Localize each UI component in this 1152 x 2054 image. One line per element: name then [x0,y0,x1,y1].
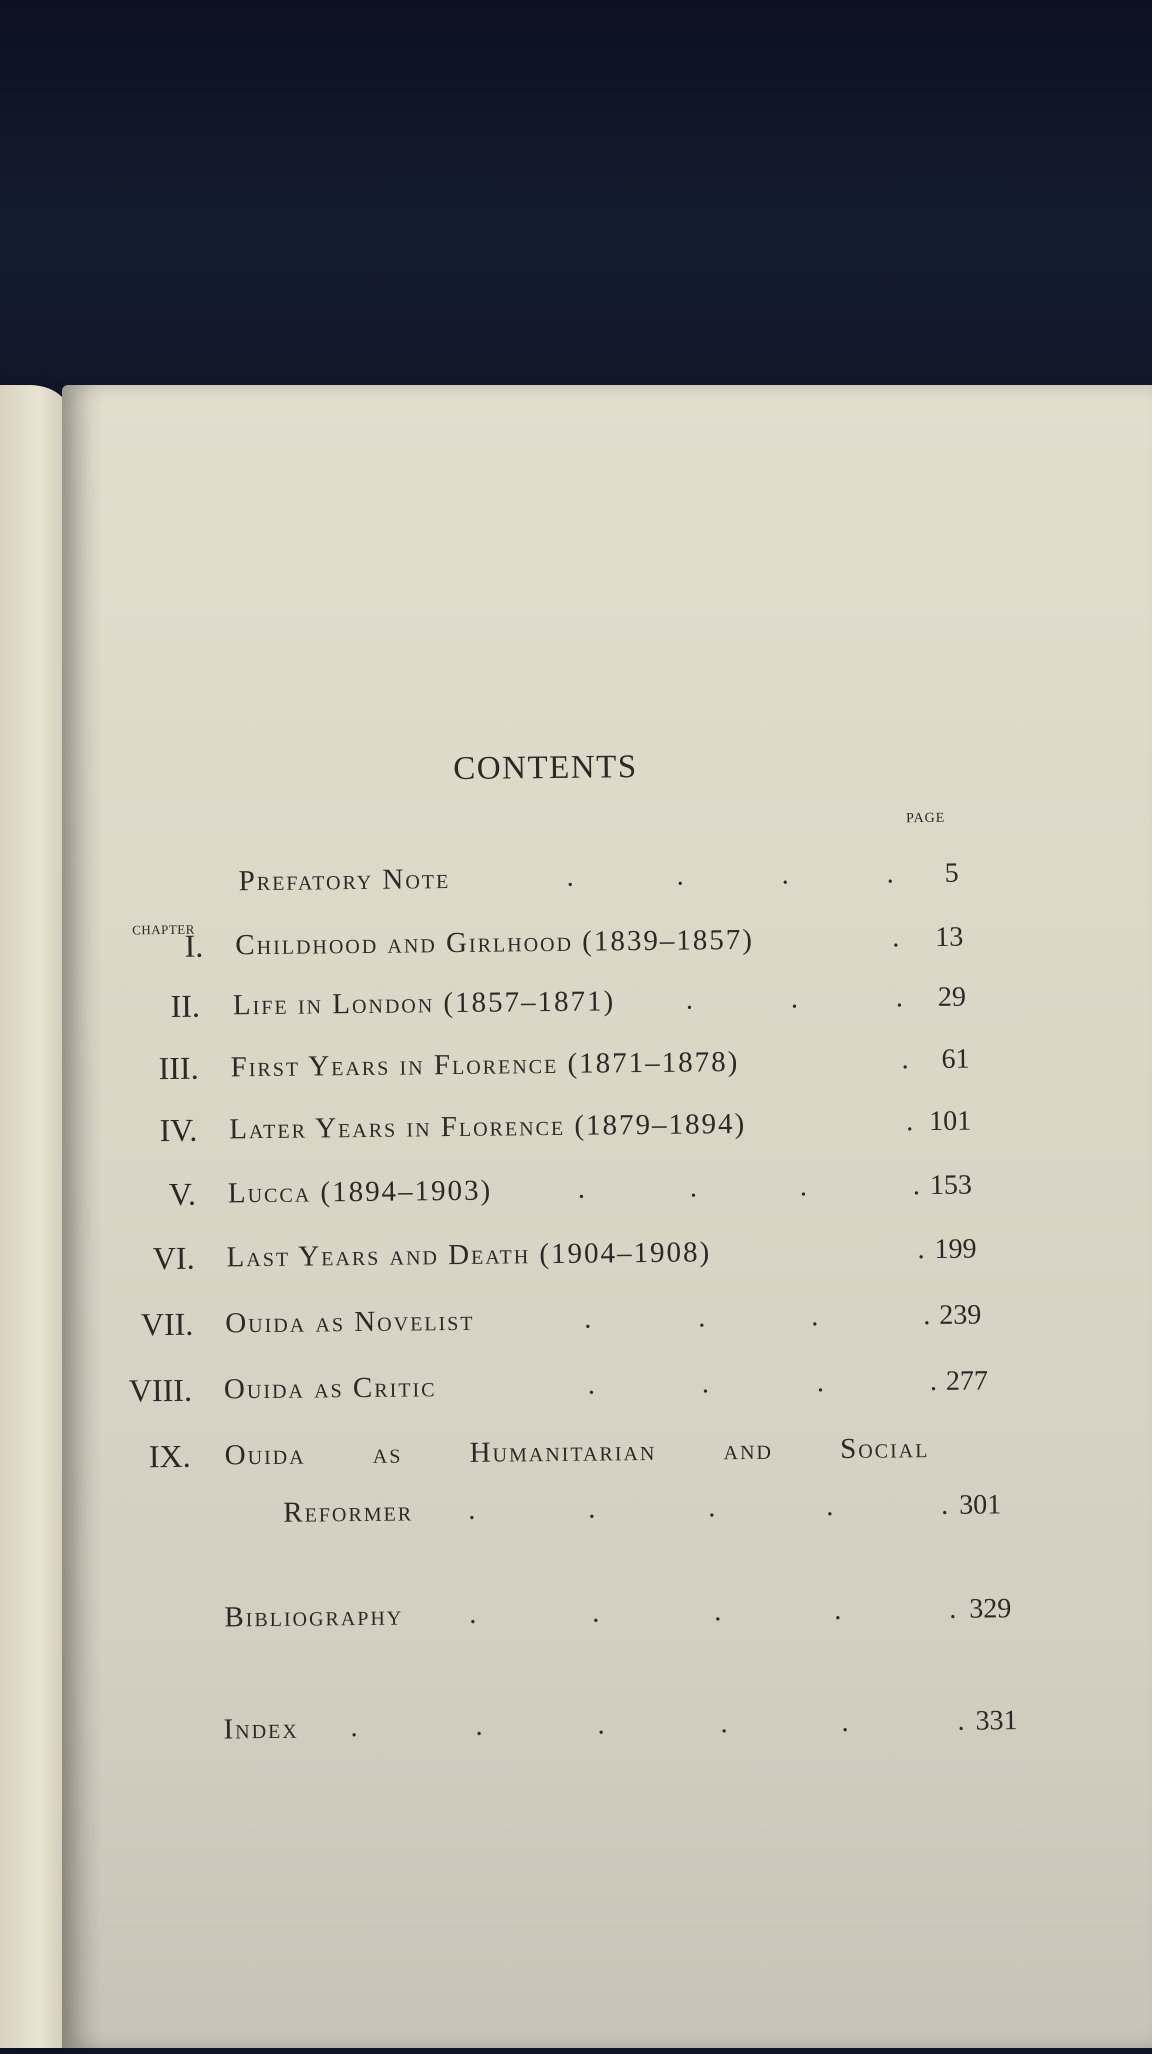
leader-dot: . [895,982,904,1014]
entry-title: Bibliography [224,1599,404,1634]
entry-title: Index [223,1712,299,1746]
entry-page: 13 [935,921,964,953]
toc-entry [2,1426,1152,1478]
entry-title: Last Years and Death (1904–1908) [226,1236,712,1274]
entry-page: 5 [944,857,959,889]
entry-title: Ouida as Novelist [225,1304,475,1340]
leader-dot: . [685,984,694,1016]
leader-dot: . [834,1594,842,1627]
leader-dot: . [811,1301,819,1333]
entry-title: Prefatory Note [238,863,451,898]
entry-page: 239 [939,1299,982,1331]
entry-page: 331 [975,1705,1018,1737]
leader-dot: . [886,858,894,890]
leader-dot: . [901,1044,909,1076]
entry-title: Life in London (1857–1871) [232,985,616,1022]
toc-entry [0,976,1150,1028]
leader-dot: . [841,1706,849,1738]
leader-dot: . [923,1300,931,1332]
leader-dot: . [701,1368,710,1400]
entry-page: 329 [969,1593,1012,1625]
entry-title: Later Years in Florence (1879–1894) [229,1107,747,1146]
leader-dot: . [689,1172,698,1204]
leader-dot: . [698,1302,706,1334]
toc-entry [0,1038,1151,1090]
leader-dot: . [941,1489,949,1521]
leader-dot: . [708,1492,716,1524]
leader-dot: . [577,1173,586,1205]
entry-title: Ouida as Humanitarian and Social [224,1432,930,1472]
entry-page: 199 [934,1233,977,1265]
leader-dot: . [720,1708,728,1740]
entry-page: 61 [941,1043,970,1075]
chapter-column-label: CHAPTER [132,921,195,938]
entry-title: First Years in Florence (1871–1878) [230,1046,740,1084]
chapter-numeral: VI. [152,1239,195,1277]
leader-dot: . [587,1369,596,1401]
leader-dot: . [917,1234,925,1266]
chapter-numeral: IV. [159,1111,198,1149]
leader-dot: . [676,860,684,892]
entry-page: 153 [929,1169,973,1202]
entry-page: 277 [945,1365,989,1397]
leader-dot: . [892,922,900,954]
leader-dot: . [790,983,799,1015]
leader-dot: . [584,1303,592,1335]
leader-dot: . [816,1367,825,1399]
toc-entry [0,1164,1152,1216]
contents-title: CONTENTS [453,749,638,787]
entry-page: 301 [959,1489,1002,1521]
chapter-numeral: I. [184,927,204,964]
leader-dot: . [592,1597,600,1629]
toc-entry [2,1360,1152,1412]
leader-dot: . [469,1598,477,1630]
leader-dot: . [781,859,789,891]
leader-dot: . [799,1171,808,1203]
leader-dot: . [906,1106,914,1138]
leader-dot: . [566,861,574,893]
leader-dot: . [714,1596,722,1628]
chapter-numeral: V. [168,1175,197,1212]
entry-title: Lucca (1894–1903) [227,1174,493,1210]
chapter-numeral: II. [170,987,201,1024]
toc-entry [0,1100,1151,1152]
toc-entry [1,1294,1152,1346]
leader-dot: . [588,1493,596,1525]
chapter-numeral: VIII. [128,1371,193,1409]
leader-dot: . [949,1593,957,1625]
leader-dot: . [597,1709,605,1741]
entry-title: Childhood and Girlhood (1839–1857) [235,923,755,962]
leader-dot: . [468,1494,476,1526]
chapter-numeral: IX. [148,1437,191,1475]
leader-dot: . [957,1705,965,1737]
toc-entry [0,1228,1152,1280]
toc-entry [4,1588,1152,1640]
entry-page: 29 [937,981,967,1013]
entry-page: 101 [929,1105,972,1138]
leader-dot: . [475,1710,483,1742]
leader-dot: . [912,1170,921,1202]
leader-dot: . [350,1712,358,1744]
chapter-numeral: III. [158,1049,199,1087]
toc-entry-continuation [3,1484,1152,1536]
leader-dot: . [826,1491,834,1523]
chapter-numeral: VII. [140,1305,194,1343]
page-column-label: PAGE [905,810,946,827]
toc-entry [5,1700,1152,1752]
leader-dot: . [929,1365,938,1398]
toc-entry [0,852,1149,904]
entry-title: Ouida as Critic [223,1371,437,1406]
entry-title-continued: Reformer [283,1495,414,1529]
